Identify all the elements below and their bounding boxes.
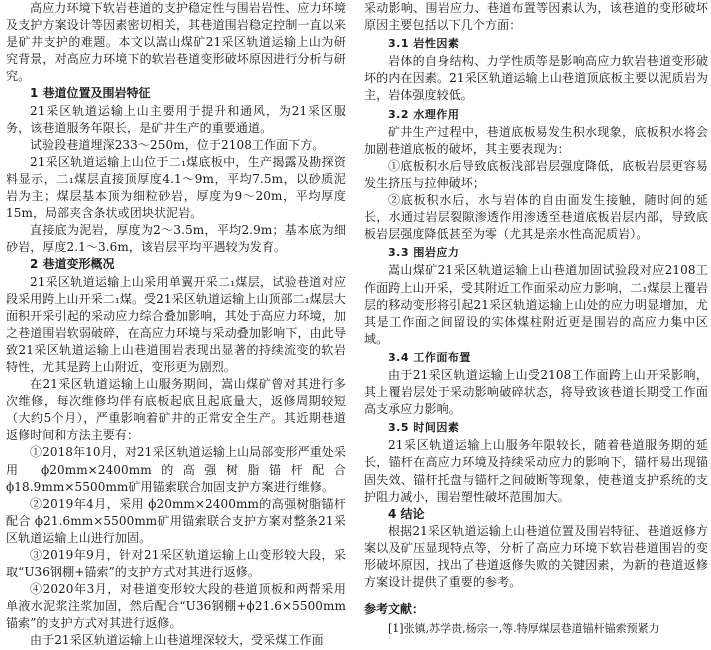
- section-3-2-item-2: ②底板积水后，水与岩体的自由面发生接触，随时间的延长，水通过岩层裂隙渗透作用渗透至巷道底板岩层内部，导致底板岩层强度降低甚至为零（尤其是亲水性高泥质岩）。: [364, 193, 708, 242]
- repair-item-3: ③2019年9月，针对21采区轨道运输上山变形较大段，采取“U36钢棚+锚索”的支护方式对其进行返修。: [6, 548, 346, 580]
- section-3-1-heading: 3.1 岩性因素: [388, 37, 460, 51]
- repair-item-2: ②2019年4月，采用 ϕ20mm×2400mm的高强树脂锚杆配合 ϕ21.6mm×5500mm矿用锚索联合支护方案对整条21采区轨道运输上山进行加固。: [6, 496, 346, 545]
- section-3-4-paragraph: 由于21采区轨道运输上山受2108工作面跨上山开采影响，其上覆岩层处于采动影响破碎状态，将导致该巷道长期受工作面高支承应力影响。: [364, 367, 708, 417]
- section-2-paragraph: 在21采区轨道运输上山服务期间，嵩山煤矿曾对其进行多次维修，每次维修均伴有底板起底且起底量大，返修周期较短（大约5个月），严重影响着矿井的正常安全生产。其近期巷道返修时间和方法主要有：: [6, 377, 346, 443]
- section-3-2-heading: 3.2 水理作用: [388, 107, 460, 121]
- section-2-paragraph: 21采区轨道运输上山采用单翼开采二₁煤层，试验巷道对应段采用跨上山开采二₁煤。受21采区轨道运输上山顶部二₁煤层大面积开采引起的采动应力综合叠加影响，其处于高应力环境，加之巷道围岩软弱破碎，在高应力环境与采动叠加影响下，由此导致21采区轨道运输上山巷道围岩表现出显著的持续流变的软岩特性，尤其是跨上山附近，变形更为剧烈。: [6, 274, 346, 374]
- section-1-paragraph: 21采区轨道运输上山位于二₁煤底板中，生产揭露及勘探资料显示，二₁煤层直接顶厚度4.1～9m，平均7.5m，以砂质泥岩为主；煤层基本顶为细粒砂岩，厚度为9～20m，平均厚度15m，局部夹含条状或团块状泥岩。: [6, 154, 346, 221]
- section-2-paragraph: 由于21采区轨道运输上山巷道埋深较大，受采煤工作面: [30, 633, 324, 648]
- section-1-paragraph: 直接底为泥岩，厚度为2～3.5m，平均2.9m；基本底为细砂岩，厚度2.1～3.6m，该岩层平均平遇较为发育。: [6, 223, 346, 255]
- section-3-2-item-1: ①底板积水后导致底板浅部岩层强度降低，底板岩层更容易发生挤压与拉伸破坏；: [364, 158, 708, 190]
- left-column: [6, 0, 346, 650]
- section-1-paragraph: 21采区轨道运输上山主要用于提升和通风，为21采区服务，该巷道服务年限长，是矿井生产的重要通道。: [6, 103, 346, 135]
- intro-paragraph: 高应力环境下软岩巷道的支护稳定性与围岩岩性、应力环境及支护方案设计等因素密切相关，其巷道围岩稳定控制一直以来是矿井支护的难题。本文以嵩山煤矿21采区轨道运输上山为研究背景，对高应力环境下的软岩巷道变形破坏原因进行分析与研究。: [6, 1, 346, 84]
- section-4-heading: 4 结论: [388, 506, 425, 521]
- section-1-heading: 1 巷道位置及围岩特征: [30, 86, 151, 101]
- references-heading: 参考文献：: [364, 602, 425, 617]
- section-1-paragraph: 试验段巷道埋深233～250m，位于2108工作面下方。: [30, 137, 325, 152]
- continued-paragraph: 采动影响、围岩应力、巷道布置等因素认为，该巷道的变形破坏原因主要包括以下几个方面：: [364, 1, 708, 33]
- reference-item: [1]张镇,苏学贵,杨宗一,等.特厚煤层巷道锚杆锚索预紧力: [388, 622, 660, 636]
- section-3-4-heading: 3.4 工作面布置: [388, 350, 471, 364]
- section-3-5-heading: 3.5 时间因素: [388, 421, 460, 435]
- section-3-5-paragraph: 21采区轨道运输上山服务年限较长，随着巷道服务期的延长，锚杆在高应力环境及持续采动应力的影响下，锚杆易出现锚固失效、锚杆托盘与锚杆之间破断等现象，使巷道支护系统的支护阻力减小，围岩塑性破坏范围加大。: [364, 438, 708, 504]
- repair-item-4: ④2020年3月，对巷道变形较大段的巷道顶板和两帮采用单液水泥浆注浆加固，然后配合“U36钢棚+ϕ21.6×5500mm锚索”的支护方式对其进行返修。: [6, 582, 346, 631]
- repair-item-1: ①2018年10月，对21采区轨道运输上山局部变形严重处采用 ϕ20mm×2400mm的高强树脂锚杆配合 ϕ18.9mm×5500mm矿用锚索联合加固支护方案进行维修。: [6, 445, 346, 494]
- section-3-3-heading: 3.3 围岩应力: [388, 246, 460, 260]
- section-2-heading: 2 巷道变形概况: [30, 257, 115, 272]
- section-3-2-paragraph: 矿井生产过程中，巷道底板易发生积水现象，底板积水将会加剧巷道底板的破坏，其主要表现为：: [364, 124, 708, 156]
- right-column: [364, 0, 708, 637]
- section-3-1-paragraph: 岩体的自身结构、力学性质等是影响高应力软岩巷道变形破坏的内在因素。21采区轨道运输上山巷道顶底板主要以泥质岩为主，岩体强度较低。: [364, 54, 708, 103]
- conclusion-paragraph: 根据21采区轨道运输上山巷道位置及围岩特征、巷道返修方案以及矿压显现特点等，分析了高应力环境下软岩巷道围岩的变形破坏原因，找出了巷道返修失败的关键因素，为新的巷道返修方案设计提供了重要的参考。: [364, 523, 708, 590]
- section-3-3-paragraph: 嵩山煤矿21采区轨道运输上山巷道加固试验段对应2108工作面跨上山开采，受其附近工作面采动应力影响，二₁煤层上覆岩层的移动变形将引起21采区轨道运输上山处的应力明显增加，尤其是工作面之间留设的实体煤柱附近更是围岩的高应力集中区域。: [364, 263, 708, 346]
